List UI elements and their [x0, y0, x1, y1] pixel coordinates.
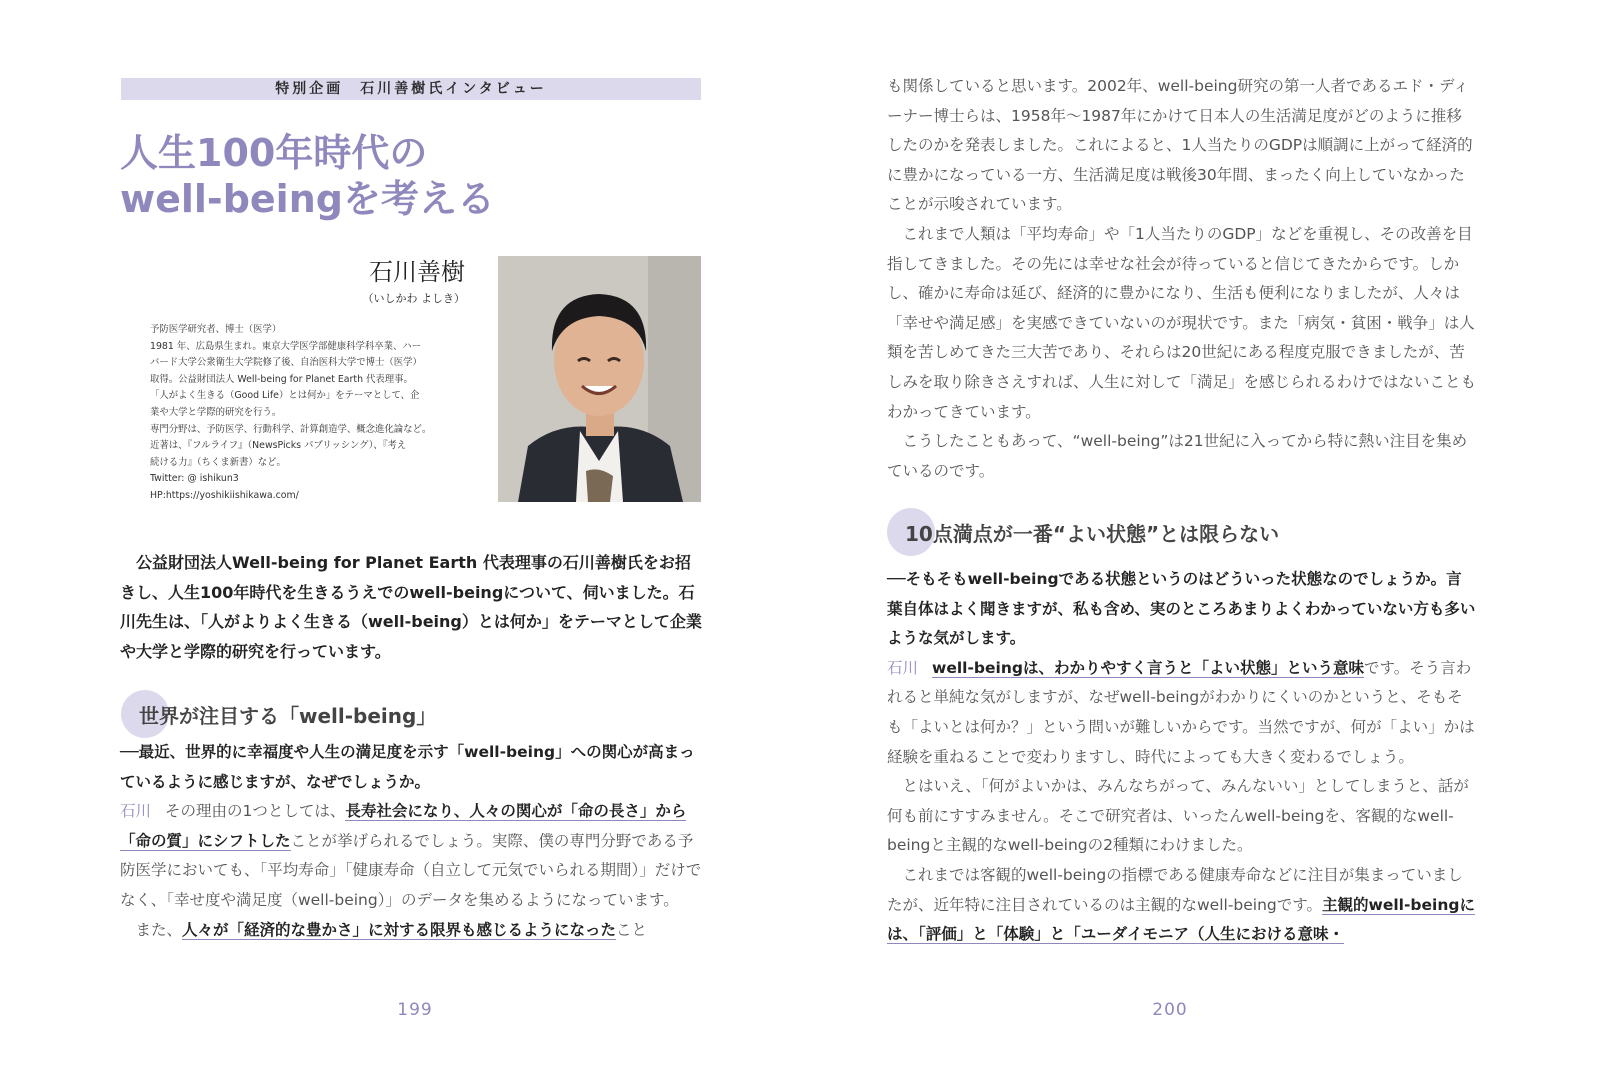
bio-line: HP:https://yoshikiishikawa.com/ [150, 489, 299, 501]
article-title [120, 130, 720, 222]
bio-line: バード大学公衆衛生大学院修了後、自治医科大学で博士（医学） [150, 357, 422, 369]
answer-text: これまでは客観的well-beingの指標である健康寿命などに注目が集まっていましたが、近年特に注目されているのは主観的なwell-beingです。 [887, 865, 1463, 914]
lead-paragraph: 公益財団法人Well-being for Planet Earth 代表理事の石川善樹氏をお招きし、人生100年時代を生きるうえでのwell-beingについて、伺いました。石川先生は、「人がよりよく生きる（well-being）とは何か」をテーマとして企業や大学と学際的研究を行っています。 [120, 553, 702, 661]
title-line-2: well-beingを考える [120, 177, 495, 221]
emphasis-text: 人々が「経済的な豊かさ」に対する限界も感じるようになった [182, 920, 617, 939]
bio-line: 予防医学研究者、博士（医学） [150, 324, 282, 335]
page-number-right: 200 [1152, 1000, 1188, 1020]
bio-line: 近著は、『フルライフ』（NewsPicks パブリッシング）、『考え [150, 440, 407, 452]
answer-paragraph [887, 654, 1477, 772]
author-name: 石川善樹 [369, 258, 465, 286]
emphasis-text: 長寿社会になり、人々の関心が「命の長さ」から「命の質」にシフトした [120, 802, 687, 850]
section-title: 10点満点が一番“よい状態”とは限らない [905, 522, 1280, 546]
answer-paragraph [120, 916, 705, 946]
left-body [120, 738, 705, 945]
body-paragraph: これまで人類は「平均寿命」や「1人当たりのGDP」などを重視し、その改善を目指してきました。その先には幸せな社会が待っていると信じてきたからです。しかし、確かに寿命は延び、経済的に豊かになり、生活も便利になりましたが、人々は「幸せや満足感」を実感できていないのが現状です。また「病気・貧困・戦争」は人類を苦しめてきた三大苦であり、それらは20世紀にある程度克服できましたが、苦しみを取り除きさえすれば、人生に対して「満足」を感じられるわけではないこともわかってきています。 [887, 224, 1477, 421]
answer-paragraph [120, 797, 705, 915]
portrait-illustration [498, 256, 701, 502]
right-body-top [887, 72, 1477, 486]
author-bio [150, 322, 468, 505]
right-page [800, 0, 1600, 1067]
answer-text: ことが挙げられるでしょう。実際、僕の専門分野である予防医学においても、「平均寿命」「健康寿命（自立して元気でいられる期間）」だけでなく、「幸せ度や満足度（well-being）」のデータを集めるようになっています。 [120, 831, 702, 909]
bio-line: 専門分野は、予防医学、行動科学、計算創造学、概念進化論など。 [150, 423, 432, 435]
section-title: 世界が注目する「well-being」 [139, 704, 437, 728]
author-photo [498, 256, 701, 502]
interviewer-question: ──そもそもwell-beingである状態というのはどういった状態なのでしょうか。言葉自体はよく聞きますが、私も含め、実のところあまりよくわかっていない方も多いような気がします。 [887, 570, 1476, 648]
bio-line: Twitter: @ ishikun3 [150, 473, 239, 485]
bio-line: 取得。公益財団法人 Well-being for Planet Earth 代表理事。 [150, 373, 413, 385]
bio-line: 「人がよく生きる（Good Life）とは何か」をテーマとして、企 [150, 390, 420, 402]
body-paragraph: とはいえ、「何がよいかは、みんなちがって、みんないい」としてしまうと、話が何も前にすすみません。そこで研究者は、いったんwell-beingを、客観的なwell-beingと主観的なwell-beingの2種類にわけました。 [887, 777, 1469, 855]
body-paragraph: こうしたこともあって、“well-being”は21世紀に入ってから特に熱い注目を集めているのです。 [887, 432, 1468, 480]
body-paragraph [887, 861, 1477, 950]
feature-banner: 特別企画 石川善樹氏インタビュー [121, 78, 701, 100]
emphasis-text: 主観的well-beingには、「評価」と「体験」と「ユーダイモニア（人生における意味・ [887, 895, 1475, 944]
title-line-1: 人生100年時代の [120, 131, 428, 175]
speaker-label: 石川 [887, 658, 919, 677]
bio-line: 続ける力』（ちくま新書）など。 [150, 456, 286, 468]
author-kana: （いしかわ よしき） [362, 292, 465, 305]
body-paragraph: も関係していると思います。2002年、well-being研究の第一人者であるエド・ディーナー博士らは、1958年～1987年にかけて日本人の生活満足度がどのように推移したのかを発表しました。これによると、1人当たりのGDPは順調に上がって経済的に豊かになっている一方、生活満足度は戦後30年間、まったく向上していなかったことが示唆されています。 [887, 77, 1473, 214]
bio-line: 1981 年、広島県生まれ。東京大学医学部健康科学科卒業、ハー [150, 340, 422, 352]
answer-text: です。そう言われると単純な気がしますが、なぜwell-beingがわかりにくいのかというと、そもそも「よいとは何か？」という問いが難しいからです。当然ですが、何が「よい」かは経験を重ねることで変わりますし、時代によっても大きく変わるでしょう。 [887, 658, 1475, 766]
interviewer-question: ──最近、世界的に幸福度や人生の満足度を示す「well-being」への関心が高まっているように感じますが、なぜでしょうか。 [120, 743, 695, 791]
answer-text: その理由の1つとしては、 [165, 802, 346, 821]
emphasis-text: well-beingは、わかりやすく言うと「よい状態」という意味 [932, 658, 1364, 677]
page-number-left: 199 [397, 1000, 433, 1020]
bio-line: 業や大学と学際的研究を行う。 [150, 406, 282, 418]
right-body-bottom [887, 565, 1477, 950]
answer-text: また、 [135, 920, 183, 939]
answer-text: こと [616, 920, 648, 939]
speaker-label: 石川 [120, 802, 152, 821]
